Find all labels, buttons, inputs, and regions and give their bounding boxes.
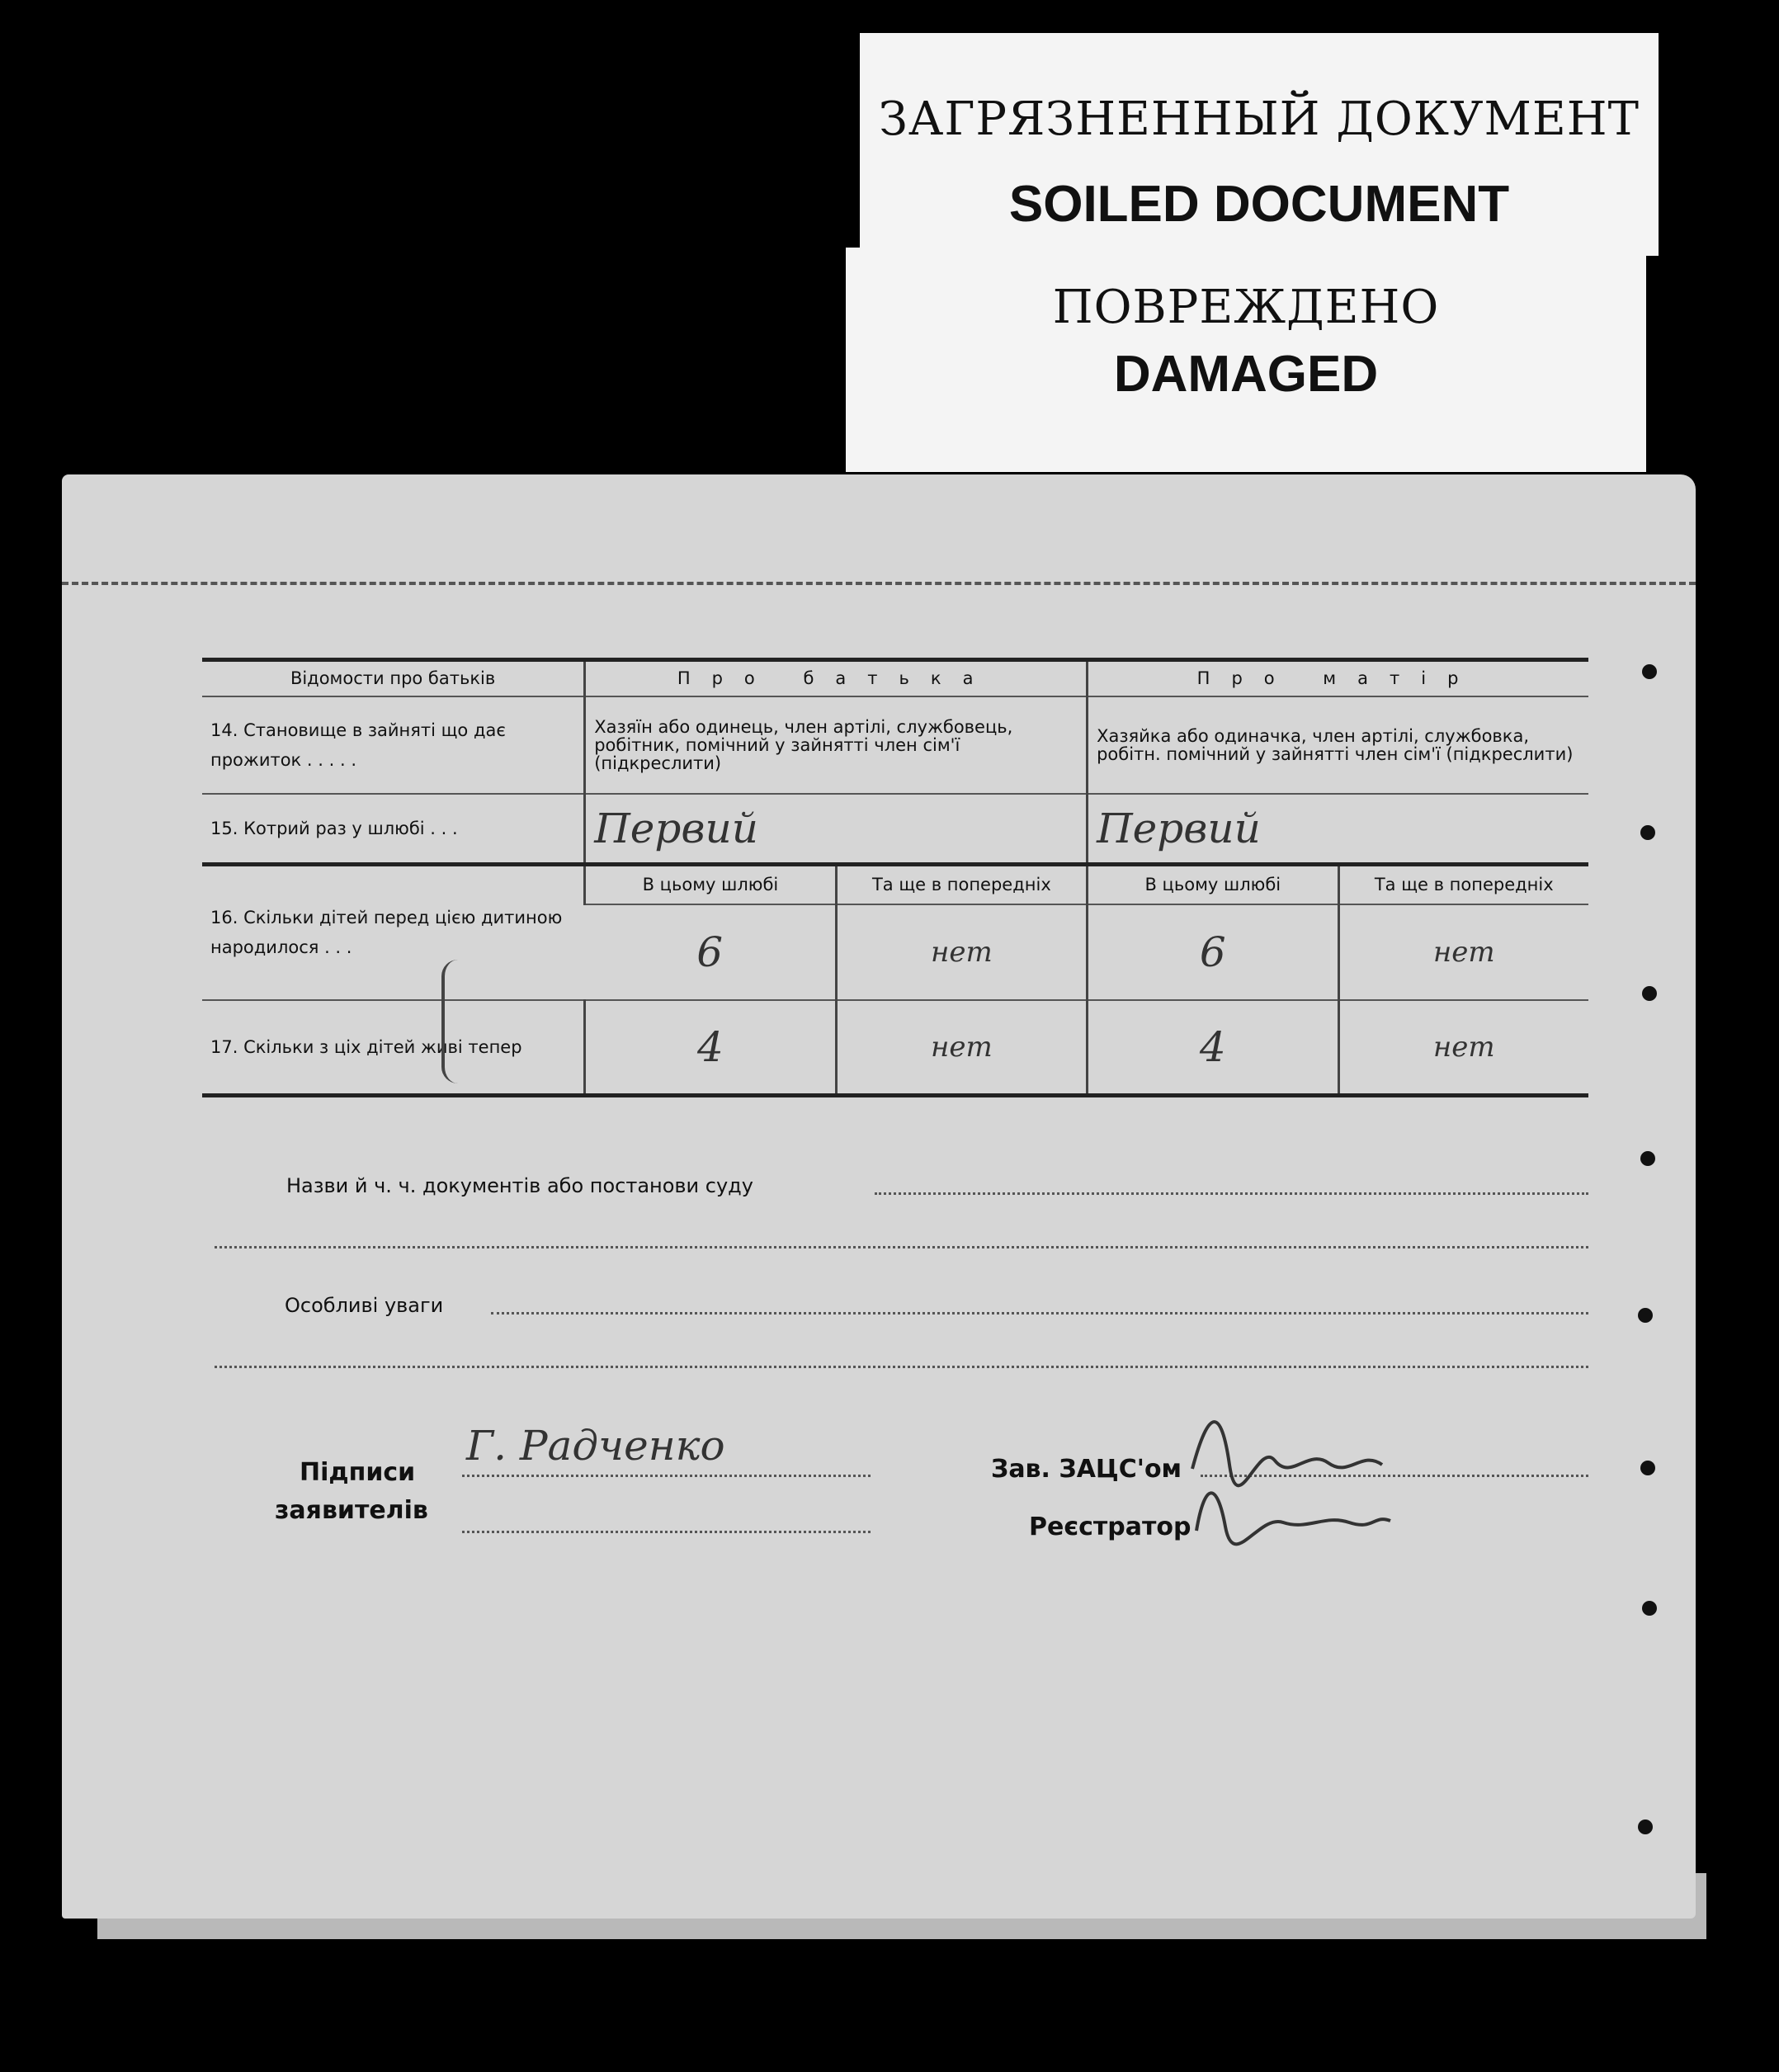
damaged-label-ru: ПОВРЕЖДЕНО — [1052, 281, 1440, 334]
record-sheet — [62, 474, 1696, 1919]
father-children-alive-this: 4 — [697, 1022, 724, 1071]
header-father: Про батька — [585, 660, 1088, 696]
question-14: 14. Становище в зайняті що дає прожиток . . . . . — [210, 720, 506, 770]
question-17: 17. Скільки з ціх дітей живі тепер — [210, 1036, 522, 1057]
father-children-this: 6 — [696, 927, 724, 976]
question-15: 15. Котрий раз у шлюбі . . . — [210, 818, 458, 838]
binding-hole — [1640, 1461, 1655, 1475]
notes-label: Особливі уваги — [285, 1294, 444, 1317]
notes-line-2 — [215, 1366, 1588, 1368]
binding-hole — [1640, 1151, 1655, 1166]
binding-hole — [1640, 825, 1655, 840]
father-children-previous: нет — [930, 935, 993, 969]
subheader-mother-previous: Та ще в попередніх — [1338, 865, 1588, 904]
documents-line — [875, 1192, 1588, 1195]
father-children-alive-previous: нет — [930, 1030, 993, 1064]
documents-line-2 — [215, 1246, 1588, 1248]
binding-hole — [1642, 664, 1657, 679]
damaged-label-en: DAMAGED — [1113, 346, 1379, 403]
binding-hole — [1638, 1819, 1653, 1834]
mother-occupation-options: Хазяйка або одиначка, член артілі, службовка, робітн. помічний у зайнятті член сім'ї (підкреслити) — [1088, 696, 1588, 794]
soiled-document-label — [860, 33, 1659, 256]
question-16: 16. Скільки дітей перед цією дитиною народилося . . . — [210, 908, 563, 958]
head-label: Зав. ЗАЦС'ом — [991, 1455, 1182, 1484]
father-occupation-options: Хазяїн або одинець, член артілі, службовець, робітник, помічний у зайнятті член сім'ї (підкреслити) — [585, 696, 1088, 794]
subheader-mother-this-marriage: В цьому шлюбі — [1088, 865, 1338, 904]
subheader-father-this-marriage: В цьому шлюбі — [585, 865, 836, 904]
applicants-label-2: заявителів — [275, 1496, 428, 1525]
binding-hole — [1642, 986, 1657, 1001]
mother-children-alive-this: 4 — [1199, 1022, 1226, 1071]
signature-brace — [441, 960, 458, 1083]
subheader-father-previous: Та ще в попередніх — [836, 865, 1087, 904]
parents-info-table — [202, 658, 1588, 1097]
applicant-signature: Г. Радченко — [466, 1422, 725, 1470]
binding-hole — [1638, 1308, 1653, 1323]
damaged-label — [846, 248, 1646, 472]
soiled-label-ru: ЗАГРЯЗНЕННЫЙ ДОКУМЕНТ — [879, 92, 1640, 146]
perforation-line — [62, 582, 1696, 585]
mother-marriage-count: Первий — [1097, 804, 1261, 852]
mother-children-previous: нет — [1432, 935, 1495, 969]
applicants-label-1: Підписи — [300, 1458, 416, 1487]
official-signatures — [1184, 1390, 1399, 1555]
documents-label: Назви й ч. ч. документів або постанови суду — [286, 1174, 753, 1197]
mother-children-alive-previous: нет — [1432, 1030, 1495, 1064]
father-marriage-count: Первий — [594, 804, 758, 852]
applicant-signature-line-2 — [462, 1531, 871, 1533]
applicant-signature-line — [462, 1475, 871, 1477]
binding-hole — [1642, 1601, 1657, 1616]
registrar-label: Реєстратор — [1029, 1513, 1192, 1541]
mother-children-this: 6 — [1199, 927, 1226, 976]
header-mother: Про матір — [1088, 660, 1588, 696]
soiled-label-en: SOILED DOCUMENT — [1008, 176, 1510, 233]
notes-line — [491, 1312, 1588, 1314]
header-parents-info: Відомости про батьків — [290, 668, 496, 689]
